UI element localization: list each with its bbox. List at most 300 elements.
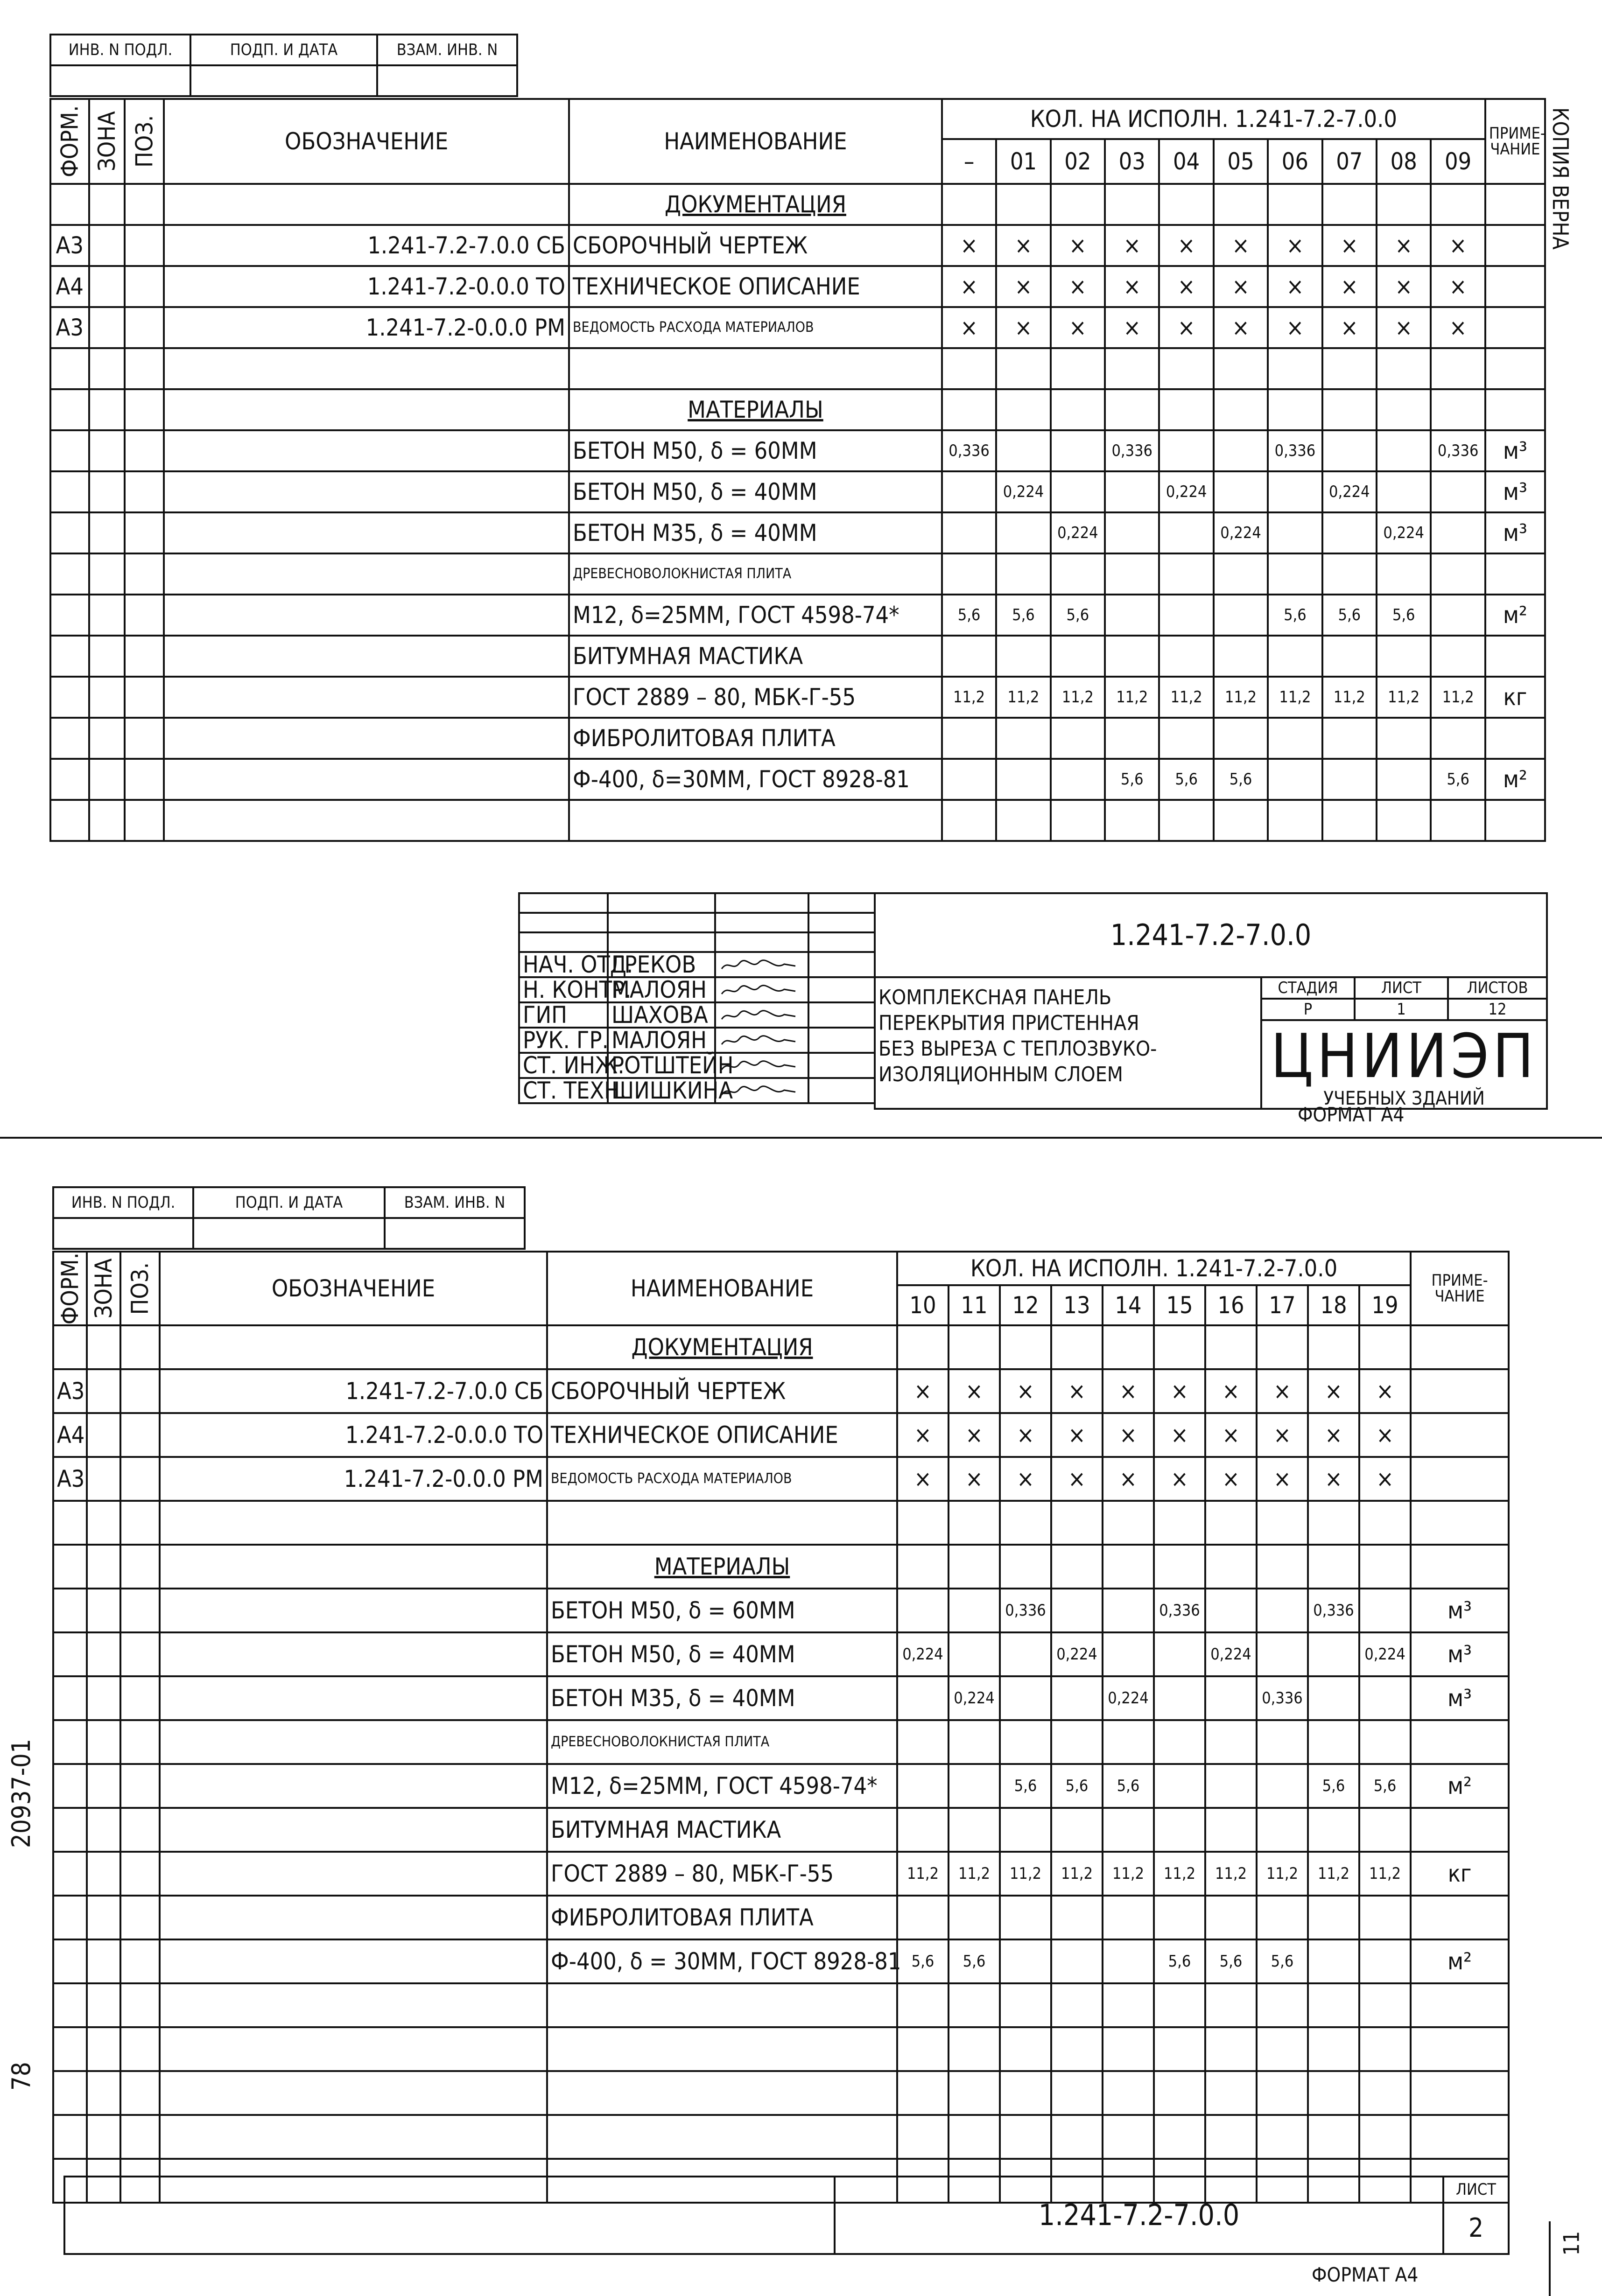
cell-quantity (996, 759, 1050, 800)
stamp-role: СТ. ТЕХН. (519, 1078, 608, 1103)
cell-unit: м² (1411, 1764, 1509, 1808)
cross-mark: × (1308, 1369, 1359, 1413)
stamp-role: СТ. ИНЖ. (519, 1053, 608, 1078)
cell-quantity (1257, 2071, 1308, 2115)
cell-quantity: 5,6 (1159, 759, 1213, 800)
title-block-signatures (518, 892, 876, 1104)
cell-quantity (1257, 1896, 1308, 1939)
cell-unit (1485, 307, 1545, 348)
signature-icon (715, 1028, 808, 1053)
cell-quantity (1000, 1325, 1051, 1369)
cell-quantity (996, 348, 1050, 389)
cell-quantity (1154, 1676, 1205, 1720)
cell-format (53, 1808, 87, 1852)
cell-position (120, 1983, 160, 2027)
cell-quantity (949, 1983, 1000, 2027)
cell-zone (89, 184, 125, 225)
cross-mark: × (996, 266, 1050, 307)
cell-designation: 1.241-7.2-0.0.0 РМ (160, 1457, 547, 1501)
cell-unit (1485, 800, 1545, 841)
cell-quantity (1359, 1720, 1411, 1764)
cell-name (547, 1983, 897, 2027)
cell-quantity (942, 471, 996, 512)
cell-quantity (1051, 348, 1105, 389)
cell-format (50, 595, 89, 636)
cell-quantity: 0,336 (1308, 1589, 1359, 1632)
cell-quantity (1000, 2115, 1051, 2159)
cell-quantity: 0,224 (1159, 471, 1213, 512)
cell-quantity (949, 1632, 1000, 1676)
cell-quantity (1308, 2027, 1359, 2071)
cross-mark: × (1214, 266, 1268, 307)
cell-quantity (897, 1501, 949, 1545)
cross-mark: × (1154, 1413, 1205, 1457)
cross-mark: × (942, 307, 996, 348)
cell-quantity (942, 718, 996, 759)
cross-mark: × (1431, 225, 1485, 266)
cell-quantity (1103, 2115, 1154, 2159)
cell-quantity (1105, 718, 1159, 759)
variant-header: 09 (1431, 139, 1485, 184)
cell-designation (164, 512, 569, 553)
stamp-person: ШАХОВА (608, 1002, 715, 1028)
cross-mark: × (1257, 1413, 1308, 1457)
sheets-value: 12 (1448, 999, 1547, 1020)
cell-unit (1485, 184, 1545, 225)
cell-quantity: 11,2 (1103, 1852, 1154, 1896)
cell-quantity (1308, 2071, 1359, 2115)
cell-unit: м³ (1485, 430, 1545, 471)
cell-quantity (1431, 512, 1485, 553)
cell-quantity (1000, 1896, 1051, 1939)
cell-quantity (1214, 184, 1268, 225)
cell-quantity (1103, 1632, 1154, 1676)
cross-mark: × (949, 1413, 1000, 1457)
variant-header: 10 (897, 1285, 949, 1325)
stamp-role: Н. КОНТР. (519, 977, 608, 1002)
col-designation-header: ОБОЗНАЧЕНИЕ (164, 99, 569, 184)
stamp-person: МАЛОЯН (608, 977, 715, 1002)
table-row (53, 1808, 1509, 1852)
cross-mark: × (1377, 225, 1431, 266)
cell-quantity (1308, 1545, 1359, 1589)
cell-quantity (1205, 1896, 1257, 1939)
variant-header: 13 (1051, 1285, 1103, 1325)
cross-mark: × (1377, 266, 1431, 307)
cell-quantity (1431, 471, 1485, 512)
cell-quantity (1154, 1764, 1205, 1808)
cell-quantity (1268, 512, 1322, 553)
cell-quantity (1154, 1808, 1205, 1852)
cell-quantity: 5,6 (1257, 1939, 1308, 1983)
cell-format (53, 1764, 87, 1808)
cell-unit: м² (1411, 1939, 1509, 1983)
cell-quantity: 5,6 (897, 1939, 949, 1983)
cross-mark: × (949, 1457, 1000, 1501)
stamp-person: МАЛОЯН (608, 1028, 715, 1053)
cell-position (125, 184, 164, 225)
cell-quantity (1359, 1676, 1411, 1720)
cell-quantity (942, 184, 996, 225)
cell-quantity (1103, 1808, 1154, 1852)
cell-quantity (1431, 348, 1485, 389)
cell-unit (1411, 1369, 1509, 1413)
cell-unit (1411, 1545, 1509, 1589)
cell-unit (1485, 389, 1545, 430)
table-row (53, 1764, 1509, 1808)
cell-quantity (1105, 800, 1159, 841)
cell-quantity (1051, 553, 1105, 595)
approval-strip (49, 34, 518, 97)
cell-position (120, 1413, 160, 1457)
table-row (50, 595, 1545, 636)
cell-quantity (1322, 430, 1377, 471)
cell-quantity (897, 2071, 949, 2115)
cell-quantity (1308, 2115, 1359, 2159)
cell-quantity (1308, 1939, 1359, 1983)
cross-mark: × (1205, 1413, 1257, 1457)
cell-quantity (1214, 553, 1268, 595)
cell-quantity: 5,6 (1359, 1764, 1411, 1808)
table-row (53, 1369, 1509, 1413)
cell-position (125, 430, 164, 471)
cell-zone (87, 1369, 120, 1413)
cell-format (50, 759, 89, 800)
cell-quantity (897, 1896, 949, 1939)
doc-title-line-1: КОМПЛЕКСНАЯ ПАНЕЛЬ (878, 986, 1112, 1009)
cell-format (53, 2027, 87, 2071)
table-row (53, 1896, 1509, 1939)
cross-mark: × (942, 225, 996, 266)
stamp-person: ШИШКИНА (608, 1078, 715, 1103)
cell-quantity: 11,2 (897, 1852, 949, 1896)
cell-format: А4 (53, 1413, 87, 1457)
cell-designation (164, 636, 569, 677)
cell-quantity: 0,224 (1051, 512, 1105, 553)
cell-position (120, 1501, 160, 1545)
table-row (50, 348, 1545, 389)
table-row (53, 1325, 1509, 1369)
cell-quantity (1431, 636, 1485, 677)
table-row (53, 1939, 1509, 1983)
cross-mark: × (1257, 1457, 1308, 1501)
cross-mark: × (1103, 1457, 1154, 1501)
cell-quantity (1205, 1589, 1257, 1632)
cell-designation (160, 1896, 547, 1939)
variant-header: 03 (1105, 139, 1159, 184)
cell-unit: м² (1485, 595, 1545, 636)
variant-header: 06 (1268, 139, 1322, 184)
variant-header: 15 (1154, 1285, 1205, 1325)
cell-designation (160, 1325, 547, 1369)
cell-quantity (1000, 1676, 1051, 1720)
cell-quantity (942, 800, 996, 841)
cell-quantity (897, 1983, 949, 2027)
cell-quantity (1000, 2027, 1051, 2071)
cell-designation (164, 677, 569, 718)
cell-quantity: 5,6 (949, 1939, 1000, 1983)
table-row (53, 1720, 1509, 1764)
cell-name: ФИБРОЛИТОВАЯ ПЛИТА (547, 1896, 897, 1939)
cell-quantity (949, 2115, 1000, 2159)
cell-name: Ф-400, δ=30ММ, ГОСТ 8928-81 (569, 759, 942, 800)
cell-quantity: 5,6 (1051, 1764, 1103, 1808)
cell-zone (87, 1501, 120, 1545)
cell-quantity (1322, 800, 1377, 841)
cell-quantity (1000, 2071, 1051, 2115)
signature-icon (715, 1002, 808, 1028)
cell-quantity (1154, 2115, 1205, 2159)
cell-quantity (996, 636, 1050, 677)
cell-zone (89, 430, 125, 471)
cell-quantity: 5,6 (1268, 595, 1322, 636)
table-row (50, 471, 1545, 512)
cell-designation (164, 348, 569, 389)
doc-title-line-2: ПЕРЕКРЫТИЯ ПРИСТЕННАЯ (878, 1011, 1139, 1035)
cell-name: БЕТОН М50, δ = 60ММ (569, 430, 942, 471)
cell-quantity (1359, 1983, 1411, 2027)
cell-quantity (996, 184, 1050, 225)
cell-quantity (1214, 718, 1268, 759)
cell-quantity (1308, 1676, 1359, 1720)
table-row (50, 718, 1545, 759)
cross-mark: × (1159, 266, 1213, 307)
cell-designation: 1.241-7.2-0.0.0 ТО (160, 1413, 547, 1457)
cell-quantity (1205, 1720, 1257, 1764)
cell-designation (160, 1589, 547, 1632)
cell-position (125, 307, 164, 348)
cell-name: БЕТОН М50, δ = 40ММ (547, 1632, 897, 1676)
cell-quantity: 11,2 (1051, 1852, 1103, 1896)
stamp-blank-row (519, 932, 875, 952)
cell-quantity (996, 430, 1050, 471)
cross-mark: × (897, 1413, 949, 1457)
cell-quantity (1051, 2115, 1103, 2159)
cross-mark: × (1051, 225, 1105, 266)
approval-inv-label: ИНВ. N ПОДЛ. (50, 35, 190, 65)
cross-mark: × (1000, 1457, 1051, 1501)
cell-quantity (1051, 800, 1105, 841)
cell-quantity (1103, 2071, 1154, 2115)
cell-quantity (1205, 1808, 1257, 1852)
cell-name: ГОСТ 2889 – 80, МБК-Г-55 (569, 677, 942, 718)
cross-mark: × (897, 1369, 949, 1413)
table-row (50, 430, 1545, 471)
cell-quantity (1051, 1325, 1103, 1369)
cell-zone (87, 1939, 120, 1983)
cell-quantity (1308, 1501, 1359, 1545)
section-heading: ДОКУМЕНТАЦИЯ (547, 1325, 897, 1369)
cell-quantity: 0,224 (1214, 512, 1268, 553)
cell-zone (87, 2027, 120, 2071)
cell-quantity (1359, 1325, 1411, 1369)
cell-quantity (1103, 1720, 1154, 1764)
cross-mark: × (942, 266, 996, 307)
cell-quantity (1103, 1939, 1154, 1983)
cell-name: ГОСТ 2889 – 80, МБК-Г-55 (547, 1852, 897, 1896)
cell-quantity (1359, 1808, 1411, 1852)
cell-name: БИТУМНАЯ МАСТИКА (547, 1808, 897, 1852)
cross-mark: × (1214, 307, 1268, 348)
cell-quantity (1322, 718, 1377, 759)
cell-quantity (949, 1589, 1000, 1632)
cross-mark: × (1154, 1457, 1205, 1501)
cell-quantity (1159, 800, 1213, 841)
cell-quantity: 11,2 (1359, 1852, 1411, 1896)
cell-quantity (996, 389, 1050, 430)
cell-zone (89, 471, 125, 512)
cell-unit: м³ (1485, 471, 1545, 512)
cell-unit (1411, 1808, 1509, 1852)
cell-designation (160, 1720, 547, 1764)
cell-quantity (1257, 1808, 1308, 1852)
cell-quantity (1205, 1325, 1257, 1369)
cell-quantity: 0,224 (1377, 512, 1431, 553)
cell-position (120, 1808, 160, 1852)
cell-name (547, 2115, 897, 2159)
cell-quantity (1051, 1720, 1103, 1764)
doc-title (875, 977, 1261, 1109)
cell-quantity: 0,224 (1103, 1676, 1154, 1720)
corner-mark: 11 (1559, 2231, 1584, 2256)
cross-mark: × (1268, 225, 1322, 266)
cell-zone (89, 512, 125, 553)
cell-quantity (1103, 1545, 1154, 1589)
cell-quantity (897, 1545, 949, 1589)
cross-mark: × (1159, 307, 1213, 348)
cross-mark: × (949, 1369, 1000, 1413)
stamp-person: РОТШТЕЙН (608, 1053, 715, 1078)
cell-zone (89, 307, 125, 348)
cell-quantity (1257, 2115, 1308, 2159)
cell-quantity (1308, 1632, 1359, 1676)
cell-quantity (1051, 1501, 1103, 1545)
cross-mark: × (1000, 1369, 1051, 1413)
cell-zone (87, 1896, 120, 1939)
table-row (53, 1501, 1509, 1545)
cell-quantity (1377, 430, 1431, 471)
variant-header: 04 (1159, 139, 1213, 184)
cell-quantity (1322, 389, 1377, 430)
cell-zone (87, 2115, 120, 2159)
cell-quantity (1205, 2115, 1257, 2159)
table-row (53, 1852, 1509, 1896)
cross-mark: × (1000, 1413, 1051, 1457)
approval-sign-label: ПОДП. И ДАТА (190, 35, 377, 65)
cross-mark: × (1051, 307, 1105, 348)
table-row (50, 389, 1545, 430)
cell-name (547, 2027, 897, 2071)
cross-mark: × (1431, 266, 1485, 307)
sheet-1 (0, 0, 1602, 1139)
cell-quantity (1051, 1545, 1103, 1589)
cell-quantity (1359, 1896, 1411, 1939)
cell-quantity: 11,2 (1105, 677, 1159, 718)
cell-unit (1485, 553, 1545, 595)
cross-mark: × (1377, 307, 1431, 348)
cell-quantity (897, 1325, 949, 1369)
cell-format (53, 1939, 87, 1983)
cell-quantity (1431, 389, 1485, 430)
cell-name: БИТУМНАЯ МАСТИКА (569, 636, 942, 677)
cell-quantity (1214, 800, 1268, 841)
cell-quantity (1308, 1983, 1359, 2027)
cell-quantity (1105, 636, 1159, 677)
cell-position (120, 2071, 160, 2115)
cell-designation: 1.241-7.2-0.0.0 ТО (164, 266, 569, 307)
cell-quantity (1268, 759, 1322, 800)
cell-name: БЕТОН М35, δ = 40ММ (547, 1676, 897, 1720)
cell-quantity (1159, 430, 1213, 471)
sheet-label: ЛИСТ (1355, 977, 1448, 999)
col-designation-header-2: ОБОЗНАЧЕНИЕ (160, 1252, 547, 1325)
cell-quantity (1377, 759, 1431, 800)
title-block-2 (63, 2176, 1510, 2255)
cell-designation (164, 184, 569, 225)
cell-quantity: 5,6 (1051, 595, 1105, 636)
cell-quantity (1322, 348, 1377, 389)
cell-zone (87, 1413, 120, 1457)
cross-mark: × (1257, 1369, 1308, 1413)
stamp-person-row (519, 1002, 875, 1028)
cell-quantity: 11,2 (1000, 1852, 1051, 1896)
cell-quantity (1322, 759, 1377, 800)
cross-mark: × (1359, 1457, 1411, 1501)
cell-designation (164, 718, 569, 759)
cell-quantity (1103, 1983, 1154, 2027)
cell-designation (160, 1632, 547, 1676)
cell-quantity: 11,2 (996, 677, 1050, 718)
cell-quantity (949, 1501, 1000, 1545)
cell-quantity: 5,6 (1105, 759, 1159, 800)
table-row (50, 266, 1545, 307)
cell-zone (87, 2071, 120, 2115)
table-row (50, 677, 1545, 718)
cell-format: А3 (50, 307, 89, 348)
cross-mark: × (1308, 1457, 1359, 1501)
cell-quantity: 5,6 (1205, 1939, 1257, 1983)
cell-quantity: 5,6 (1000, 1764, 1051, 1808)
cell-position (125, 348, 164, 389)
cell-quantity (1377, 389, 1431, 430)
cross-mark: × (1214, 225, 1268, 266)
cell-quantity (1105, 595, 1159, 636)
cell-quantity (1257, 1632, 1308, 1676)
cross-mark: × (1154, 1369, 1205, 1413)
cell-quantity (1159, 512, 1213, 553)
variant-header: 18 (1308, 1285, 1359, 1325)
approval-strip-2 (52, 1186, 526, 1250)
cell-quantity: 0,224 (1322, 471, 1377, 512)
variant-header: 19 (1359, 1285, 1411, 1325)
table-row (50, 553, 1545, 595)
cell-quantity: 11,2 (1257, 1852, 1308, 1896)
cell-position (120, 1676, 160, 1720)
cell-quantity (1205, 1764, 1257, 1808)
cross-mark: × (1205, 1457, 1257, 1501)
cell-designation (160, 1983, 547, 2027)
cell-designation (164, 471, 569, 512)
cell-designation: 1.241-7.2-7.0.0 СБ (160, 1369, 547, 1413)
cell-format (50, 430, 89, 471)
cell-position (120, 2027, 160, 2071)
cell-quantity (1000, 1939, 1051, 1983)
stage-label: СТАДИЯ (1261, 977, 1355, 999)
cell-quantity (1214, 595, 1268, 636)
cell-unit: м² (1485, 759, 1545, 800)
variant-header: 16 (1205, 1285, 1257, 1325)
cell-unit (1411, 2071, 1509, 2115)
